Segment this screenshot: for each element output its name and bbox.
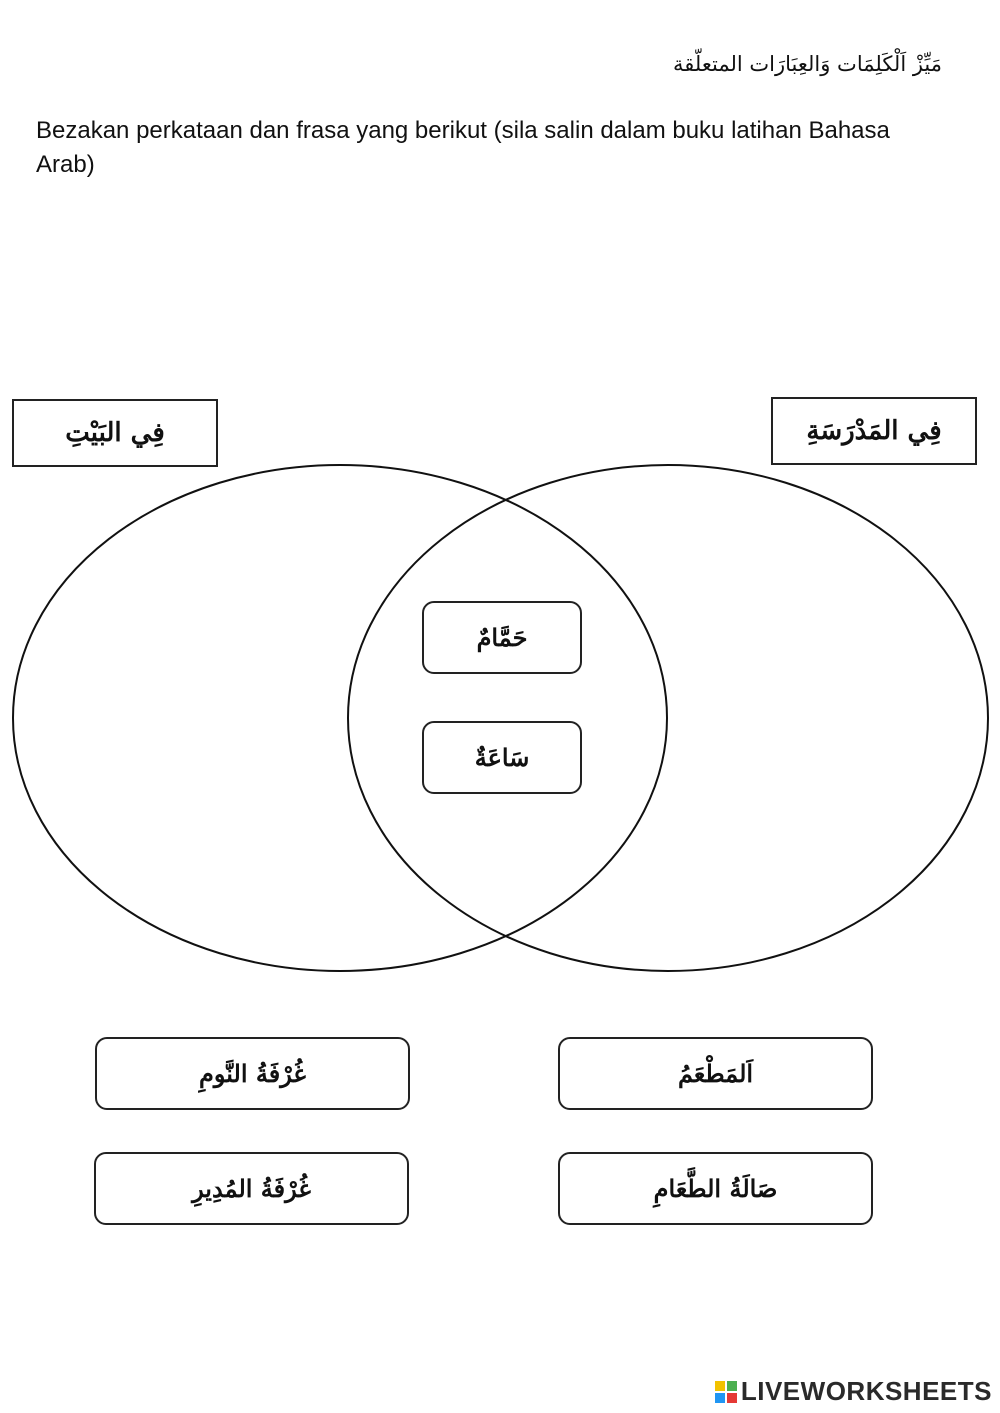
worksheet-arabic-title: مَيِّزْ اَلْكَلِمَات وَالعِبَارَات المتعلّقة — [673, 52, 942, 76]
liveworksheets-logo — [715, 1376, 992, 1407]
word-bank-item[interactable]: غُرْفَةُ النَّومِ — [95, 1037, 410, 1110]
logo-square — [715, 1381, 725, 1391]
word-bank-item[interactable]: اَلمَطْعَمُ — [558, 1037, 873, 1110]
venn-center-item[interactable]: حَمَّامٌ — [422, 601, 582, 674]
venn-left-circle — [13, 465, 667, 971]
logo-square — [715, 1393, 725, 1403]
liveworksheets-logo-icon — [715, 1381, 737, 1403]
worksheet-instruction: Bezakan perkataan dan frasa yang berikut (sila salin dalam buku latihan Bahasa Arab) — [36, 117, 890, 178]
venn-left-label: فِي البَيْتِ — [12, 399, 218, 467]
logo-square — [727, 1393, 737, 1403]
venn-center-item[interactable]: سَاعَةٌ — [422, 721, 582, 794]
logo-square — [727, 1381, 737, 1391]
word-bank-item[interactable]: غُرْفَةُ المُدِيرِ — [94, 1152, 409, 1225]
word-bank-item[interactable]: صَالَةُ الطَّعَامِ — [558, 1152, 873, 1225]
liveworksheets-brand-text: LIVEWORKSHEETS — [740, 1376, 992, 1406]
venn-right-label: فِي المَدْرَسَةِ — [771, 397, 977, 465]
